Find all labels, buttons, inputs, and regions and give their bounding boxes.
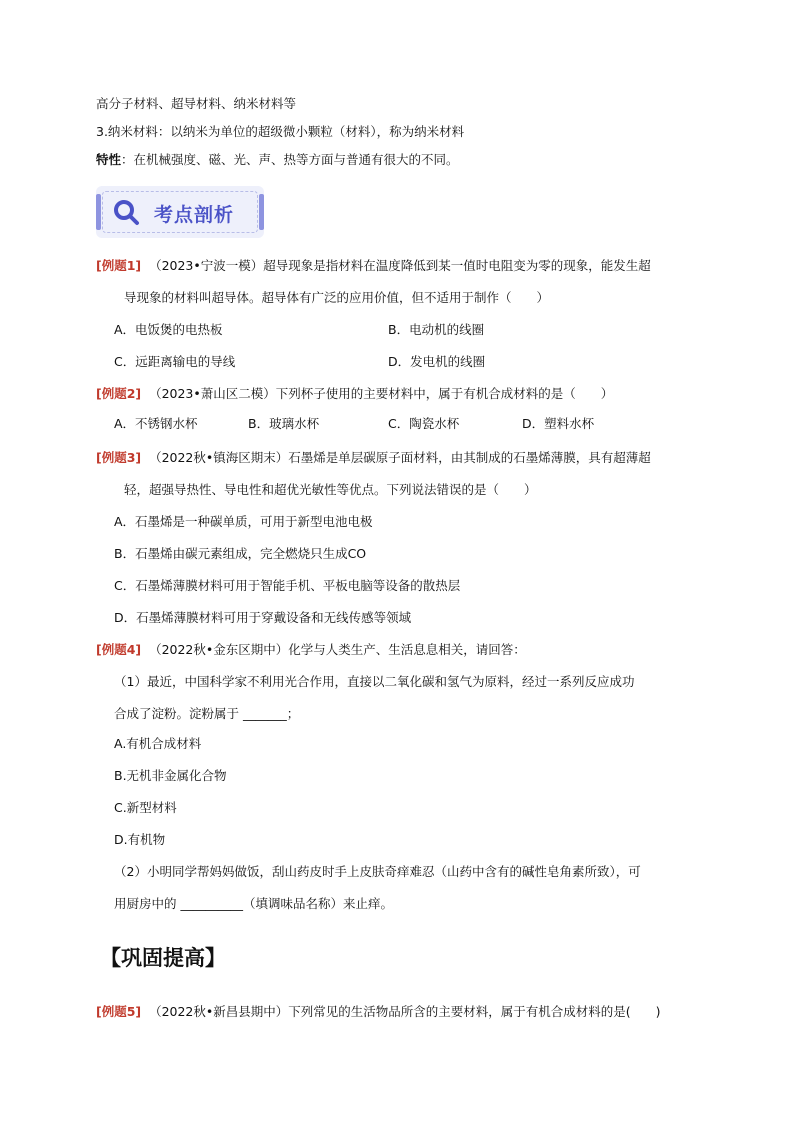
- badge-title: 考点剖析: [154, 204, 235, 226]
- q4-option-d: D.有机物: [114, 832, 166, 847]
- q3-option-d: D．石墨烯薄膜材料可用于穿戴设备和无线传感等领域: [114, 610, 412, 625]
- q4-option-b: B.无机非金属化合物: [114, 768, 227, 783]
- q1-option-d: D．发电机的线圈: [388, 354, 486, 369]
- q3-tag: [例题3]: [96, 450, 142, 465]
- trait-text: ：在机械强度、磁、光、声、热等方面与普通有很大的不同。: [121, 152, 459, 167]
- q1-option-c: C．远距离输电的导线: [114, 354, 236, 369]
- q2-text-1: （2023•萧山区二模）下列杯子使用的主要材料中，属于有机合成材料的是（ ）: [149, 386, 614, 401]
- q4-line-1: [96, 642, 526, 658]
- q1-line-1: [96, 258, 651, 274]
- q4-text-1: （2022秋•金东区期中）化学与人类生产、生活息息相关，请回答：: [149, 642, 526, 657]
- badge-accent-right: [259, 194, 264, 230]
- q1-option-a: A．电饭煲的电热板: [114, 322, 223, 337]
- q2-line-1: [96, 386, 613, 402]
- intro-line-1: 高分子材料、超导材料、纳米材料等: [96, 96, 297, 111]
- q4-option-c: C.新型材料: [114, 800, 177, 815]
- q4-part2-line-1: （2）小明同学帮妈妈做饭，刮山药皮时手上皮肤奇痒难忍（山药中含有的碱性皂角素所致），可: [114, 864, 641, 879]
- q3-option-c: C．石墨烯薄膜材料可用于智能手机、平板电脑等设备的散热层: [114, 578, 461, 593]
- q4-part2-line-2: 用厨房中的 __________（填调味品名称）来止痒。: [114, 896, 393, 911]
- q4-option-a: A.有机合成材料: [114, 736, 202, 751]
- q5-line-1: [96, 1004, 661, 1020]
- q3-option-a: A．石墨烯是一种碳单质，可用于新型电池电极: [114, 514, 373, 529]
- q2-option-c: C．陶瓷水杯: [388, 416, 460, 431]
- intro-line-3: [96, 152, 459, 168]
- q1-text-1: （2023•宁波一模）超导现象是指材料在温度降低到某一值时电阻变为零的现象，能发生超: [149, 258, 651, 273]
- q2-option-d: D．塑料水杯: [522, 416, 595, 431]
- badge-accent-left: [96, 194, 101, 230]
- q4-part1-line-2: 合成了淀粉。淀粉属于 _______；: [114, 706, 300, 721]
- intro-line-2: 3.纳米材料：以纳米为单位的超级微小颗粒（材料），称为纳米材料: [96, 124, 465, 139]
- trait-label: 特性: [96, 152, 122, 167]
- q5-tag: [例题5]: [96, 1004, 142, 1019]
- q4-part1-line-1: （1）最近，中国科学家不利用光合作用，直接以二氧化碳和氢气为原料，经过一系列反应成功: [114, 674, 635, 689]
- q5-text-1: （2022秋•新昌县期中）下列常见的生活物品所含的主要材料，属于有机合成材料的是( ): [149, 1004, 661, 1019]
- section-title: 【巩固提高】: [100, 945, 226, 970]
- q2-option-a: A．不锈钢水杯: [114, 416, 198, 431]
- q1-line-2: 导现象的材料叫超导体。超导体有广泛的应用价值，但不适用于制作（ ）: [124, 290, 550, 305]
- q4-tag: [例题4]: [96, 642, 142, 657]
- q3-line-1: [96, 450, 651, 466]
- q3-text-1: （2022秋•镇海区期末）石墨烯是单层碳原子面材料，由其制成的石墨烯薄膜，具有超薄超: [149, 450, 651, 465]
- q1-option-b: B．电动机的线圈: [388, 322, 485, 337]
- magnifier-icon: [112, 198, 140, 226]
- q2-option-b: B．玻璃水杯: [248, 416, 320, 431]
- q3-line-2: 轻，超强导热性、导电性和超优光敏性等优点。下列说法错误的是（ ）: [124, 482, 537, 497]
- section-badge: [96, 186, 264, 238]
- q3-option-b: B．石墨烯由碳元素组成，完全燃烧只生成CO: [114, 546, 367, 561]
- q2-tag: [例题2]: [96, 386, 142, 401]
- q1-tag: [例题1]: [96, 258, 142, 273]
